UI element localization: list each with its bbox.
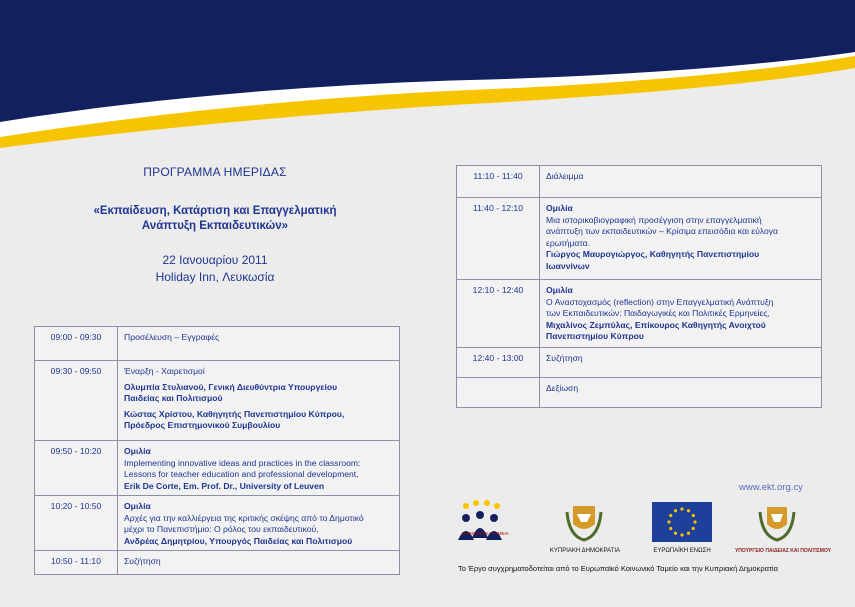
website-link[interactable]: www.ekt.org.cy: [739, 482, 803, 493]
event-date: 22 Ιανουαρίου 2011: [162, 253, 268, 267]
schedule-table-midday: [456, 165, 822, 408]
eu-star-icon: [693, 520, 696, 523]
schedule-row: [35, 361, 400, 441]
schedule-content: [118, 441, 400, 496]
schedule-row: [457, 280, 822, 348]
eu-star-icon: [674, 532, 677, 535]
eu-star-icon: [687, 532, 690, 535]
eu-star-icon: [692, 527, 695, 530]
speaker-line: Ανδρέας Δημητρίου, Υπουργός Παιδείας και Πολιτισμού: [124, 535, 353, 546]
program-title: ΠΡΟΓΡΑΜΜΑ ΗΜΕΡΙΔΑΣ: [143, 165, 287, 179]
speaker-line: Μιχαλίνος Ζεμπύλας, Επίκουρος Καθηγητής Ανοιχτού: [546, 319, 766, 330]
schedule-row: [35, 551, 400, 575]
session-text: Προσέλευση – Εγγραφές: [124, 332, 220, 342]
schedule-row: [457, 198, 822, 280]
speaker-line: Γιώργος Μαυρογιώργος, Καθηγητής Πανεπιστημίου: [546, 249, 760, 259]
eu-star-icon: [669, 514, 672, 517]
eu-caption: ΕΥΡΩΠΑΪΚΗ ΕΝΩΣΗ: [653, 548, 711, 554]
session-text: Lessons for teacher education and professional development,: [124, 469, 359, 479]
session-text: Συζήτηση: [124, 556, 161, 566]
schedule-time: 09:50 - 10:20: [35, 441, 118, 496]
header-wave-banner: [0, 0, 855, 150]
schedule-content: [118, 496, 400, 551]
session-text: Δεξίωση: [546, 383, 579, 393]
schedule-time: 11:40 - 12:10: [457, 198, 540, 280]
event-date-venue: [30, 252, 400, 286]
schedule-row: [35, 496, 400, 551]
speaker-line: Παιδείας και Πολιτισμού: [124, 393, 223, 403]
speaker-line: Ιωαννίνων: [546, 260, 590, 271]
schedule-time: 10:50 - 11:10: [35, 551, 118, 575]
schedule-time: 11:10 - 11:40: [457, 166, 540, 198]
eu-star-icon: [680, 533, 683, 536]
speaker-line: Ομιλία: [546, 203, 573, 213]
speaker-line: Ομιλία: [546, 285, 573, 295]
session-text: Αρχές για την καλλιέργεια της κριτικής σκέψης από το Δημοτικό: [124, 512, 364, 523]
cyprus-republic-caption: ΚΥΠΡΙΑΚΗ ΔΗΜΟΚΡΑΤΙΑ: [549, 548, 621, 554]
eu-star-icon: [692, 514, 695, 517]
schedule-content: [540, 198, 822, 280]
schedule-row: [35, 441, 400, 496]
session-text: Συζήτηση: [546, 353, 583, 363]
funding-note: Το Έργο συγχρηματοδοτείται από το Ευρωπαϊκό Κοινωνικό Ταμείο και την Κυπριακή Δημοκρατία: [458, 564, 778, 573]
schedule-time: 12:40 - 13:00: [457, 348, 540, 378]
speaker-line: Ομιλία: [124, 446, 151, 456]
schedule-time: 09:00 - 09:30: [35, 327, 118, 361]
schedule-table-morning: [34, 326, 400, 575]
session-text: Έναρξη - Χαιρετισμοί: [124, 366, 205, 376]
event-venue: Holiday Inn, Λευκωσία: [155, 270, 275, 284]
schedule-content: [118, 327, 400, 361]
speaker-line: Ολυμπία Στυλιανού, Γενική Διευθύντρια Υπουργείου: [124, 381, 338, 392]
speaker-line: Κώστας Χρίστου, Καθηγητής Πανεπιστημίου Κύπρου,: [124, 408, 345, 419]
schedule-time: [457, 378, 540, 408]
speaker-line: Πρόεδρος Επιστημονικού Συμβουλίου: [124, 420, 281, 430]
schedule-row: [457, 378, 822, 408]
schedule-time: 09:30 - 09:50: [35, 361, 118, 441]
schedule-content: [118, 361, 400, 441]
schedule-row: [457, 348, 822, 378]
eu-star-icon: [674, 509, 677, 512]
speaker-line: Ομιλία: [124, 501, 151, 511]
schedule-content: [540, 348, 822, 378]
speaker-line: Πανεπιστημίου Κύπρου: [546, 331, 644, 341]
session-text: των Εκπαιδευτικών: Παιδαγωγικές και Πολιτικές Ερμηνείες,: [546, 308, 770, 318]
schedule-content: [118, 551, 400, 575]
session-text: Ο Αναστοχασμός (reflection) στην Επαγγελματική Ανάπτυξη: [546, 296, 774, 307]
session-text: μέχρι το Πανεπιστήμιο: Ο ρόλος του εκπαιδευτικού,: [124, 524, 319, 534]
speaker-line: Erik De Corte, Em. Prof. Dr., University of Leuven: [124, 480, 325, 491]
eu-star-icon: [669, 527, 672, 530]
schedule-content: [540, 378, 822, 408]
session-text: ανάπτυξη των εκπαιδευτικών – Κρίσιμα επεισόδια και εύλογα: [546, 226, 779, 236]
ministry-caption: ΥΠΟΥΡΓΕΙΟ ΠΑΙΔΕΙΑΣ ΚΑΙ ΠΟΛΙΤΙΣΜΟΥ: [734, 548, 832, 554]
session-text: ερωτήματα.: [546, 237, 591, 248]
structural-funds-logo: ΔΙΑΡΘΡΩΤΙΚΑ ΤΑΜΕΙΑ: [452, 500, 518, 563]
session-text: Μια ιστορικοβιογραφική προσέγγιση στην επαγγελματική: [546, 214, 762, 225]
ministry-emblem: [757, 502, 797, 547]
session-text: Implementing innovative ideas and practices in the classroom:: [124, 457, 361, 468]
event-subtitle: «Εκπαίδευση, Κατάρτιση και Επαγγελματική Ανάπτυξη Εκπαιδευτικών»: [93, 205, 337, 232]
eu-star-icon: [687, 509, 690, 512]
eu-star-icon: [667, 520, 670, 523]
schedule-row: [35, 327, 400, 361]
schedule-row: [457, 166, 822, 198]
eu-flag-icon: [652, 502, 712, 547]
session-text: Διάλειμμα: [546, 171, 584, 181]
eu-star-icon: [680, 507, 683, 510]
schedule-content: [540, 166, 822, 198]
schedule-time: 10:20 - 10:50: [35, 496, 118, 551]
schedule-content: [540, 280, 822, 348]
cyprus-republic-emblem: [563, 500, 605, 547]
schedule-time: 12:10 - 12:40: [457, 280, 540, 348]
